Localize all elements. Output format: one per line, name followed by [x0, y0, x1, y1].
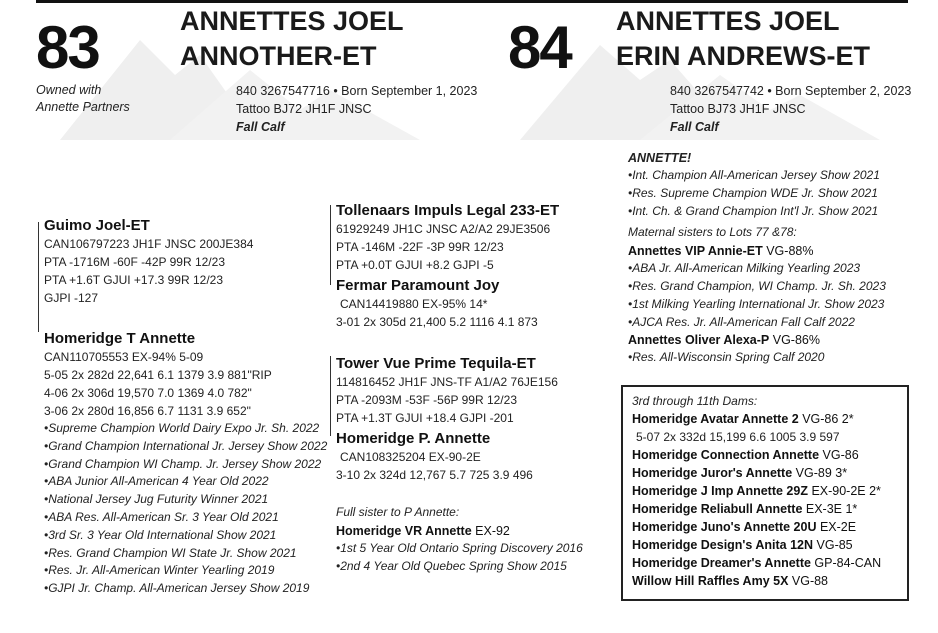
sister1-name: Annettes VIP Annie-ET [628, 244, 763, 259]
annette-block [628, 149, 886, 367]
annette-achievement: •Res. Supreme Champion WDE Jr. Show 2021 [628, 185, 878, 200]
lot84-title-line2: ERIN ANDREWS-ET [616, 41, 870, 71]
dam-block [44, 329, 327, 598]
dams-box-intro: 3rd through 11th Dams: [632, 394, 758, 408]
sire-dam-name: Fermar Paramount Joy [336, 277, 500, 294]
full-sister-block [336, 504, 583, 575]
dam-entry-score: GP-84-CAN [810, 556, 882, 570]
dam-entry [632, 446, 881, 464]
sire-sire-line: PTA +0.0T GJUI +8.2 GJPI -5 [336, 258, 494, 272]
annette-heading: ANNETTE! [628, 151, 692, 165]
dam-sire-line: PTA -2093M -53F -56P 99R 12/23 [336, 393, 517, 407]
dam-entry [632, 482, 881, 500]
dam-sire-line: PTA +1.3T GJUI +18.4 GJPI -201 [336, 411, 514, 425]
dam-entry-score: VG-89 3* [792, 466, 848, 480]
owned-with-line1: Owned with [36, 83, 102, 97]
sire-dam-line: CAN14419880 EX-95% 14* [340, 297, 488, 311]
sire-line: GJPI -127 [44, 291, 99, 305]
sire-dam-block [336, 276, 538, 331]
owned-with-line2: Annette Partners [36, 100, 130, 114]
sister1-line [628, 242, 886, 260]
sire-sire-line: 61929249 JH1C JNSC A2/A2 29JE3506 [336, 222, 551, 236]
sire-sire-block [336, 201, 559, 274]
dam-sire-name: Tower Vue Prime Tequila-ET [336, 355, 536, 372]
dam-entry-name: Homeridge Dreamer's Annette [632, 556, 811, 570]
dam-achievement: •Grand Champion International Jr. Jersey Show 2022 [44, 438, 328, 453]
sister1-achievement: •AJCA Res. Jr. All-American Fall Calf 2022 [628, 314, 855, 329]
dam-achievement: •Supreme Champion World Dairy Expo Jr. Sh. 2022 [44, 421, 320, 435]
lot84-tattoo: Tattoo BJ73 JH1F JNSC [670, 102, 806, 116]
full-sister-line [336, 522, 583, 540]
dam-entry-score: VG-88 [788, 574, 829, 588]
dam-entry-name: Homeridge Reliabull Annette [632, 502, 803, 516]
dam-dam-line: CAN108325204 EX-90-2E [340, 450, 481, 464]
sister1-achievement: •ABA Jr. All-American Milking Yearling 2023 [628, 261, 861, 276]
dam-entry-name: Homeridge Avatar Annette 2 [632, 412, 799, 426]
dam-sire-block [336, 354, 558, 427]
dam-dam-name: Homeridge P. Annette [336, 430, 491, 447]
sire-line: PTA -1716M -60F -42P 99R 12/23 [44, 255, 225, 269]
dam-entry [632, 518, 881, 536]
sire-line: CAN106797223 JH1F JNSC 200JE384 [44, 237, 254, 251]
sister2-line [628, 331, 886, 349]
sister2-achievement: •Res. All-Wisconsin Spring Calf 2020 [628, 350, 825, 365]
dam-entry-name: Homeridge Connection Annette [632, 448, 820, 462]
dam-entry [632, 464, 881, 482]
sire-sire-line: PTA -146M -22F -3P 99R 12/23 [336, 240, 504, 254]
full-sister-name: Homeridge VR Annette [336, 523, 472, 538]
lot83-title-line1: ANNETTES JOEL [180, 6, 404, 36]
dam-dam-line: 3-10 2x 324d 12,767 5.7 725 3.9 496 [336, 468, 533, 482]
sister1-achievement: •1st Milking Yearling International Jr. Show 2023 [628, 296, 885, 311]
dam-entry-name: Homeridge Juno's Annette 20U [632, 520, 817, 534]
dam-line: 4-06 2x 306d 19,570 7.0 1369 4.0 782" [44, 386, 252, 400]
dam-entry [632, 500, 881, 518]
dam-sire-line: 114816452 JH1F JNS-TF A1/A2 76JE156 [336, 375, 558, 389]
pedigree-bracket-left [38, 222, 39, 332]
dams-box-content [632, 392, 881, 590]
full-sister-achievement: •2nd 4 Year Old Quebec Spring Show 2015 [336, 558, 567, 573]
lot83-title-line2: ANNOTHER-ET [180, 41, 377, 71]
dam-entry-score: EX-90-2E 2* [807, 484, 881, 498]
full-sister-score: EX-92 [471, 523, 510, 538]
sire-sire-name: Tollenaars Impuls Legal 233-ET [336, 202, 560, 219]
sire-name: Guimo Joel-ET [44, 217, 150, 234]
dam-line: 3-06 2x 280d 16,856 6.7 1131 3.9 652" [44, 404, 251, 418]
annette-achievement: •Int. Ch. & Grand Champion Int'l Jr. Show 2021 [628, 203, 879, 218]
sire-dam-line: 3-01 2x 305d 21,400 5.2 1116 4.1 873 [336, 315, 538, 329]
dams-box [621, 385, 909, 601]
sire-line: PTA +1.6T GJUI +17.3 99R 12/23 [44, 273, 223, 287]
dam-entry-name: Willow Hill Raffles Amy 5X [632, 574, 789, 588]
lot84-title-line1: ANNETTES JOEL [616, 6, 840, 36]
dam-entry-score: EX-3E 1* [802, 502, 858, 516]
dam-achievement: •GJPI Jr. Champ. All-American Jersey Show 2019 [44, 581, 310, 596]
lot-number-83: 83 [36, 14, 99, 81]
lot83-tattoo: Tattoo BJ72 JH1F JNSC [236, 102, 372, 116]
full-sister-intro: Full sister to P Annette: [336, 505, 460, 519]
sister1-achievement: •Res. Grand Champion, WI Champ. Jr. Sh. 2023 [628, 278, 886, 293]
sister2-name: Annettes Oliver Alexa-P [628, 333, 770, 348]
maternal-sisters-intro: Maternal sisters to Lots 77 &78: [628, 225, 797, 240]
dam-achievement: •ABA Junior All-American 4 Year Old 2022 [44, 474, 269, 489]
dam-line: 5-05 2x 282d 22,641 6.1 1379 3.9 881"RIP [44, 368, 272, 382]
dam-achievement: •3rd Sr. 3 Year Old International Show 2021 [44, 527, 277, 542]
lot84-class: Fall Calf [670, 120, 719, 134]
dam-entry-score: EX-2E [816, 520, 857, 534]
dam-entry-record: 5-07 2x 332d 15,199 6.6 1005 3.9 597 [636, 430, 840, 444]
sire-block [44, 216, 253, 307]
lot84-registration: 840 3267547742 • Born September 2, 2023 [670, 84, 912, 98]
dam-entry [632, 572, 881, 590]
dam-achievement: •Res. Jr. All-American Winter Yearling 2019 [44, 563, 275, 578]
sister2-score: VG-86% [769, 333, 820, 348]
dam-achievement: •National Jersey Jug Futurity Winner 2021 [44, 492, 269, 507]
dam-entry-score: VG-86 [819, 448, 859, 462]
dam-achievement: •Grand Champion WI Champ. Jr. Jersey Show 2022 [44, 456, 322, 471]
dam-entry-name: Homeridge Juror's Annette [632, 466, 793, 480]
dam-entry-name: Homeridge Design's Anita 12N [632, 538, 814, 552]
dam-achievement: •ABA Res. All-American Sr. 3 Year Old 2021 [44, 509, 279, 524]
pedigree-bracket-sire [330, 205, 331, 285]
lot83-registration: 840 3267547716 • Born September 1, 2023 [236, 84, 478, 98]
full-sister-achievement: •1st 5 Year Old Ontario Spring Discovery 2016 [336, 540, 583, 555]
lot-number-84: 84 [508, 14, 571, 81]
dam-entry-score: VG-86 2* [798, 412, 854, 426]
dam-entry-score: VG-85 [813, 538, 853, 552]
dam-entry [632, 410, 881, 428]
sister1-score: VG-88% [762, 244, 814, 259]
dam-line: CAN110705553 EX-94% 5-09 [44, 350, 204, 364]
dam-entry [632, 554, 881, 572]
dam-entry-name: Homeridge J Imp Annette 29Z [632, 484, 808, 498]
lot83-class: Fall Calf [236, 120, 285, 134]
dam-entry [632, 536, 881, 554]
annette-achievement: •Int. Champion All-American Jersey Show 2021 [628, 168, 880, 182]
dam-dam-block [336, 429, 533, 484]
dam-name: Homeridge T Annette [44, 330, 196, 347]
dam-achievement: •Res. Grand Champion WI State Jr. Show 2021 [44, 545, 297, 560]
pedigree-bracket-dam [330, 356, 331, 436]
